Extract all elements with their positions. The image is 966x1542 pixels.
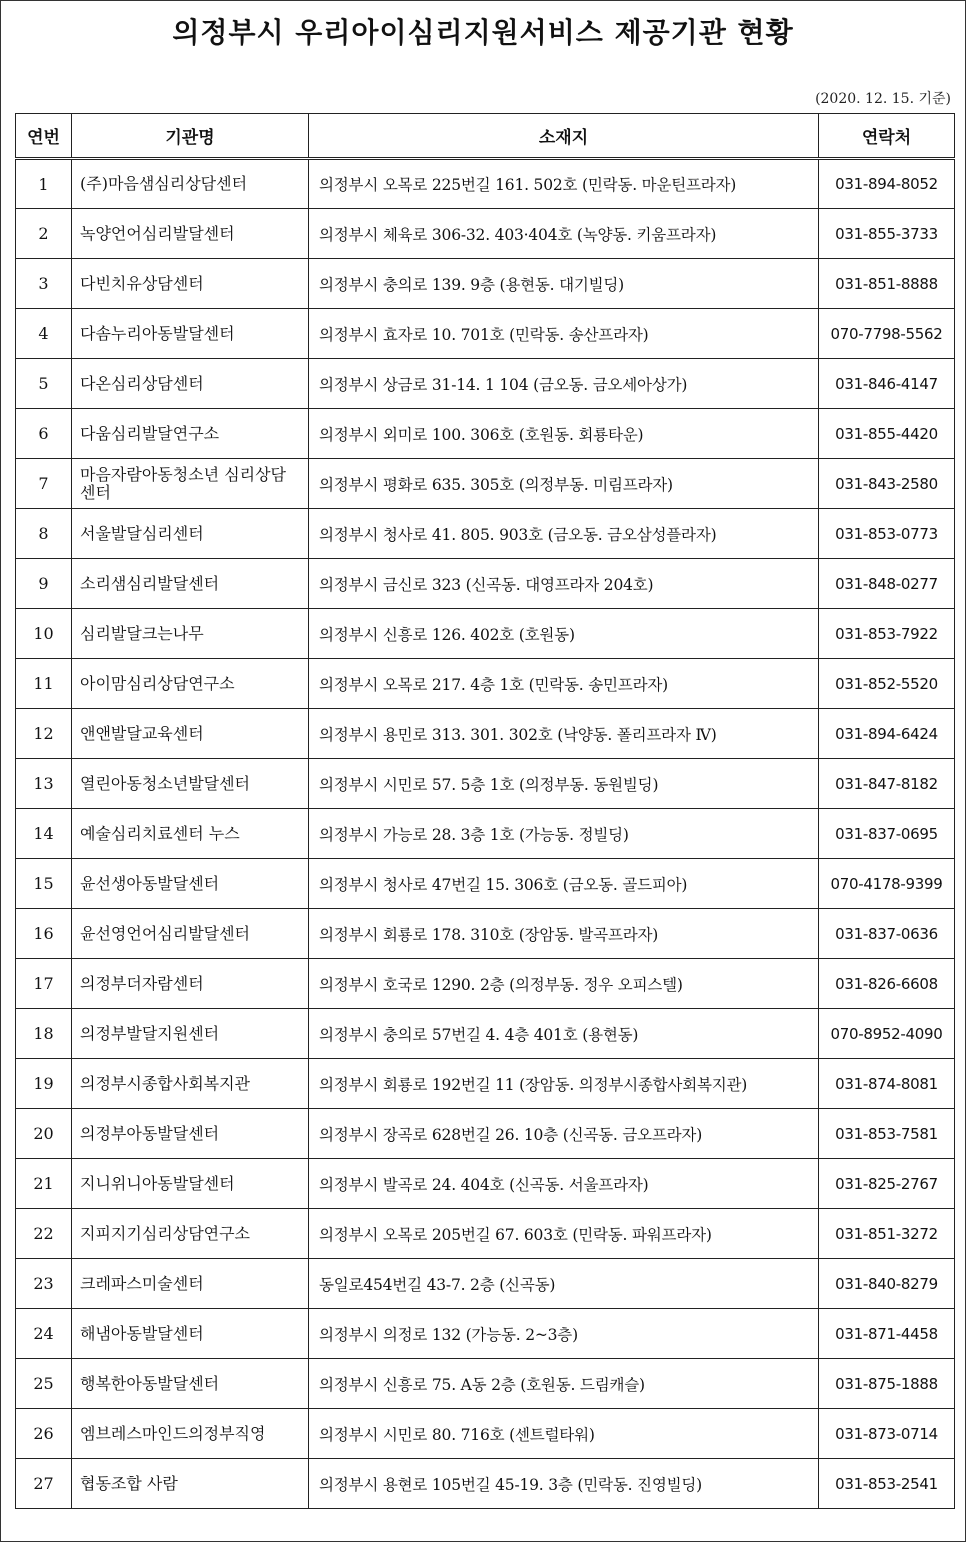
institution-address: 의정부시 청사로 47번길 15. 306호 (금오동. 골드피아) xyxy=(309,859,819,909)
institution-name xyxy=(72,1009,309,1059)
institution-name xyxy=(72,909,309,959)
table-row xyxy=(16,1209,955,1259)
institution-name-text: 녹양언어심리발달센터 xyxy=(80,223,235,243)
header-name: 기관명 xyxy=(72,114,309,159)
row-number: 15 xyxy=(16,859,72,909)
institution-name-text: 소리샘심리발달센터 xyxy=(80,573,220,593)
institution-name-text: 다온심리상담센터 xyxy=(80,373,204,393)
row-number: 4 xyxy=(16,309,72,359)
institution-name xyxy=(72,1409,309,1459)
institution-phone: 031-853-7581 xyxy=(819,1109,955,1159)
institution-name xyxy=(72,859,309,909)
institution-name xyxy=(72,459,309,509)
institution-phone: 031-826-6608 xyxy=(819,959,955,1009)
institution-phone: 031-853-2541 xyxy=(819,1459,955,1509)
table-row xyxy=(16,1159,955,1209)
institution-name xyxy=(72,609,309,659)
table-row xyxy=(16,1309,955,1359)
row-number: 27 xyxy=(16,1459,72,1509)
institution-name xyxy=(72,1209,309,1259)
institution-phone: 031-853-7922 xyxy=(819,609,955,659)
institution-address: 의정부시 시민로 57. 5층 1호 (의정부동. 동원빌딩) xyxy=(309,759,819,809)
institution-name-text: 해냄아동발달센터 xyxy=(80,1323,204,1343)
institution-phone: 031-855-3733 xyxy=(819,209,955,259)
institution-name-text: 윤선생아동발달센터 xyxy=(80,873,220,893)
institution-phone: 031-851-3272 xyxy=(819,1209,955,1259)
row-number: 12 xyxy=(16,709,72,759)
table-row xyxy=(16,1109,955,1159)
institution-address: 의정부시 회룡로 178. 310호 (장암동. 발곡프라자) xyxy=(309,909,819,959)
institution-name-text: 크레파스미술센터 xyxy=(80,1273,204,1293)
institution-name xyxy=(72,959,309,1009)
row-number: 10 xyxy=(16,609,72,659)
institution-name-text: 예술심리치료센터 누스 xyxy=(80,823,240,843)
institution-address: 동일로454번길 43-7. 2층 (신곡동) xyxy=(309,1259,819,1309)
header-address: 소재지 xyxy=(309,114,819,159)
table-row xyxy=(16,409,955,459)
institution-address: 의정부시 신흥로 75. A동 2층 (호원동. 드림캐슬) xyxy=(309,1359,819,1409)
table-row xyxy=(16,809,955,859)
institution-phone: 031-837-0695 xyxy=(819,809,955,859)
institution-phone: 031-852-5520 xyxy=(819,659,955,709)
table-row xyxy=(16,759,955,809)
institution-name-text: 협동조합 사람 xyxy=(80,1473,178,1493)
institution-address: 의정부시 효자로 10. 701호 (민락동. 송산프라자) xyxy=(309,309,819,359)
institution-name-text: 의정부발달지원센터 xyxy=(80,1023,220,1043)
row-number: 11 xyxy=(16,659,72,709)
institution-phone: 031-894-8052 xyxy=(819,159,955,209)
institution-phone: 031-873-0714 xyxy=(819,1409,955,1459)
table-row xyxy=(16,1409,955,1459)
institution-name-text: 다솜누리아동발달센터 xyxy=(80,323,235,343)
institution-name-text: 서울발달심리센터 xyxy=(80,523,204,543)
table-row xyxy=(16,309,955,359)
institution-name xyxy=(72,159,309,209)
row-number: 2 xyxy=(16,209,72,259)
institution-name-text: 의정부더자람센터 xyxy=(80,973,204,993)
row-number: 13 xyxy=(16,759,72,809)
institution-phone: 031-843-2580 xyxy=(819,459,955,509)
institution-phone: 031-851-8888 xyxy=(819,259,955,309)
institution-phone: 031-894-6424 xyxy=(819,709,955,759)
table-row xyxy=(16,609,955,659)
institution-name-text: 지니위니아동발달센터 xyxy=(80,1173,235,1193)
institution-name xyxy=(72,1359,309,1409)
row-number: 26 xyxy=(16,1409,72,1459)
table-row xyxy=(16,1059,955,1109)
institution-address: 의정부시 평화로 635. 305호 (의정부동. 미림프라자) xyxy=(309,459,819,509)
institution-address: 의정부시 가능로 28. 3층 1호 (가능동. 정빌딩) xyxy=(309,809,819,859)
institution-phone: 031-855-4420 xyxy=(819,409,955,459)
institution-phone: 031-846-4147 xyxy=(819,359,955,409)
institution-name xyxy=(72,1159,309,1209)
institution-phone: 070-7798-5562 xyxy=(819,309,955,359)
institution-name xyxy=(72,509,309,559)
row-number: 19 xyxy=(16,1059,72,1109)
institution-address: 의정부시 금신로 323 (신곡동. 대영프라자 204호) xyxy=(309,559,819,609)
institution-name xyxy=(72,1059,309,1109)
institution-name-text: 앤앤발달교육센터 xyxy=(80,723,204,743)
institution-phone: 031-848-0277 xyxy=(819,559,955,609)
institution-address: 의정부시 용민로 313. 301. 302호 (낙양동. 폴리프라자 Ⅳ) xyxy=(309,709,819,759)
institution-name-text: 엠브레스마인드의정부직영 xyxy=(80,1423,266,1443)
table-row xyxy=(16,1359,955,1409)
header-no: 연번 xyxy=(16,114,72,159)
institution-address: 의정부시 청사로 41. 805. 903호 (금오동. 금오삼성플라자) xyxy=(309,509,819,559)
institution-name xyxy=(72,1459,309,1509)
institution-address: 의정부시 회룡로 192번길 11 (장암동. 의정부시종합사회복지관) xyxy=(309,1059,819,1109)
institution-address: 의정부시 충의로 57번길 4. 4층 401호 (용현동) xyxy=(309,1009,819,1059)
institution-phone: 031-840-8279 xyxy=(819,1259,955,1309)
row-number: 1 xyxy=(16,159,72,209)
institution-address: 의정부시 오목로 205번길 67. 603호 (민락동. 파워프라자) xyxy=(309,1209,819,1259)
table-row xyxy=(16,1459,955,1509)
row-number: 17 xyxy=(16,959,72,1009)
institution-name-text: 윤선영언어심리발달센터 xyxy=(80,923,251,943)
table-row xyxy=(16,259,955,309)
row-number: 20 xyxy=(16,1109,72,1159)
institution-name xyxy=(72,559,309,609)
institution-phone: 031-837-0636 xyxy=(819,909,955,959)
institution-address: 의정부시 의정로 132 (가능동. 2~3층) xyxy=(309,1309,819,1359)
table-row xyxy=(16,1259,955,1309)
table-row xyxy=(16,159,955,209)
institution-phone: 031-847-8182 xyxy=(819,759,955,809)
row-number: 24 xyxy=(16,1309,72,1359)
date-note: (2020. 12. 15. 기준) xyxy=(815,91,951,107)
row-number: 16 xyxy=(16,909,72,959)
institution-phone: 031-874-8081 xyxy=(819,1059,955,1109)
institution-phone: 031-825-2767 xyxy=(819,1159,955,1209)
provider-table xyxy=(15,113,955,1509)
table-row xyxy=(16,209,955,259)
institution-name xyxy=(72,1309,309,1359)
institution-name xyxy=(72,1259,309,1309)
row-number: 23 xyxy=(16,1259,72,1309)
institution-name xyxy=(72,659,309,709)
institution-name xyxy=(72,709,309,759)
table-row xyxy=(16,909,955,959)
table-body xyxy=(16,159,955,1509)
institution-address: 의정부시 외미로 100. 306호 (호원동. 회룡타운) xyxy=(309,409,819,459)
table-row xyxy=(16,459,955,509)
institution-name-text: 심리발달크는나무 xyxy=(80,623,204,643)
institution-address: 의정부시 체육로 306-32. 403·404호 (녹양동. 키움프라자) xyxy=(309,209,819,259)
row-number: 21 xyxy=(16,1159,72,1209)
institution-name xyxy=(72,209,309,259)
row-number: 7 xyxy=(16,459,72,509)
table-row xyxy=(16,559,955,609)
row-number: 25 xyxy=(16,1359,72,1409)
institution-phone: 031-853-0773 xyxy=(819,509,955,559)
institution-name xyxy=(72,309,309,359)
table-row xyxy=(16,1009,955,1059)
institution-address: 의정부시 호국로 1290. 2층 (의정부동. 정우 오피스텔) xyxy=(309,959,819,1009)
table-row xyxy=(16,659,955,709)
institution-phone: 070-8952-4090 xyxy=(819,1009,955,1059)
row-number: 9 xyxy=(16,559,72,609)
institution-name-text: 다움심리발달연구소 xyxy=(80,423,220,443)
institution-phone: 031-871-4458 xyxy=(819,1309,955,1359)
institution-name xyxy=(72,809,309,859)
institution-name-text: 마음자람아동청소년 심리상담센터 xyxy=(80,464,287,502)
table-row xyxy=(16,959,955,1009)
document-title: 의정부시 우리아이심리지원서비스 제공기관 현황 xyxy=(172,16,794,49)
institution-name-text: 다빈치유상담센터 xyxy=(80,273,204,293)
institution-address: 의정부시 상금로 31-14. 1 104 (금오동. 금오세아상가) xyxy=(309,359,819,409)
institution-address: 의정부시 장곡로 628번길 26. 10층 (신곡동. 금오프라자) xyxy=(309,1109,819,1159)
institution-address: 의정부시 오목로 225번길 161. 502호 (민락동. 마운틴프라자) xyxy=(309,159,819,209)
row-number: 3 xyxy=(16,259,72,309)
row-number: 22 xyxy=(16,1209,72,1259)
institution-name xyxy=(72,259,309,309)
row-number: 8 xyxy=(16,509,72,559)
row-number: 14 xyxy=(16,809,72,859)
institution-name-text: 지피지기심리상담연구소 xyxy=(80,1223,251,1243)
institution-name-text: 의정부아동발달센터 xyxy=(80,1123,220,1143)
table-row xyxy=(16,359,955,409)
institution-name xyxy=(72,759,309,809)
table-row xyxy=(16,509,955,559)
row-number: 6 xyxy=(16,409,72,459)
institution-address: 의정부시 용현로 105번길 45-19. 3층 (민락동. 진영빌딩) xyxy=(309,1459,819,1509)
row-number: 18 xyxy=(16,1009,72,1059)
header-contact: 연락처 xyxy=(819,114,955,159)
table-row xyxy=(16,709,955,759)
institution-name-text: 열린아동청소년발달센터 xyxy=(80,773,251,793)
institution-address: 의정부시 충의로 139. 9층 (용현동. 대기빌딩) xyxy=(309,259,819,309)
institution-address: 의정부시 시민로 80. 716호 (센트럴타워) xyxy=(309,1409,819,1459)
institution-address: 의정부시 발곡로 24. 404호 (신곡동. 서울프라자) xyxy=(309,1159,819,1209)
institution-phone: 070-4178-9399 xyxy=(819,859,955,909)
table-header-row xyxy=(16,114,955,159)
institution-name xyxy=(72,409,309,459)
institution-name-text: 행복한아동발달센터 xyxy=(80,1373,220,1393)
institution-name-text: 아이맘심리상담연구소 xyxy=(80,673,235,693)
institution-name xyxy=(72,359,309,409)
institution-address: 의정부시 신흥로 126. 402호 (호원동) xyxy=(309,609,819,659)
institution-name xyxy=(72,1109,309,1159)
institution-name-text: 의정부시종합사회복지관 xyxy=(80,1073,251,1093)
institution-name-text: (주)마음샘심리상담센터 xyxy=(80,174,248,193)
table-row xyxy=(16,859,955,909)
institution-address: 의정부시 오목로 217. 4층 1호 (민락동. 송민프라자) xyxy=(309,659,819,709)
institution-phone: 031-875-1888 xyxy=(819,1359,955,1409)
row-number: 5 xyxy=(16,359,72,409)
